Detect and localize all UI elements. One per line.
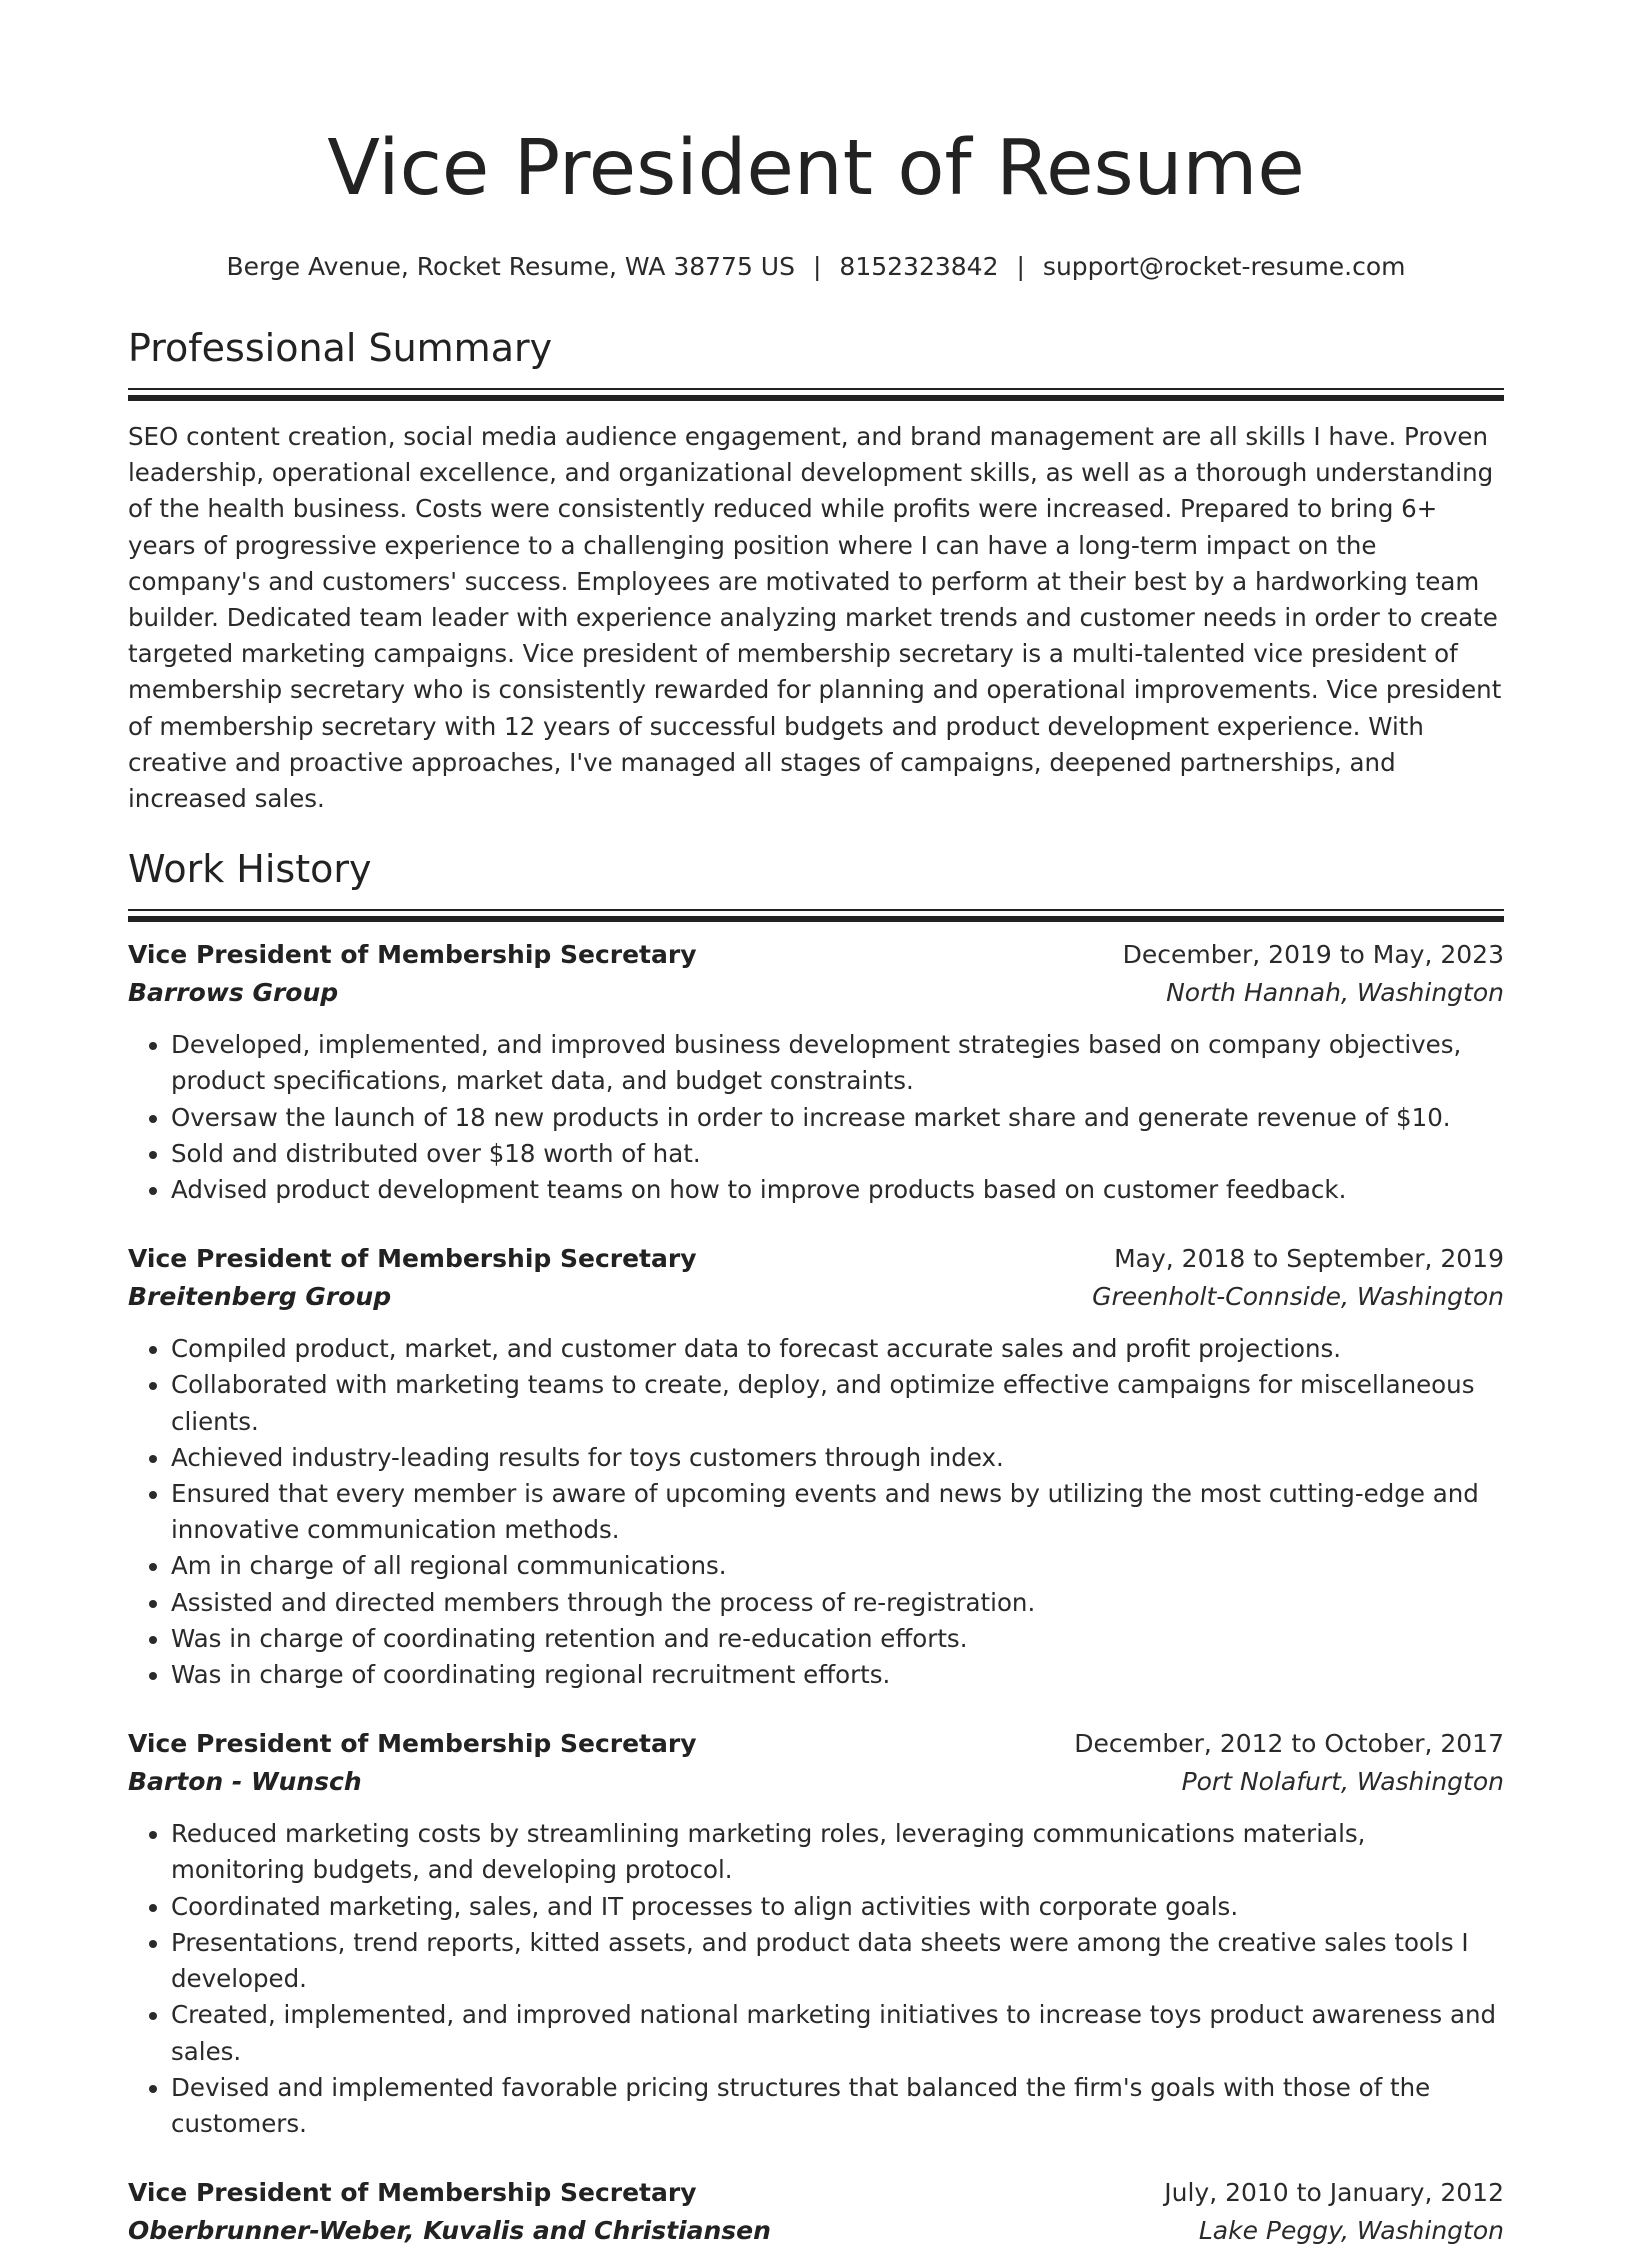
bullet-item: • Devised and implemented favorable pricing structures that balanced the firm's goals with those of the customers. [171,2070,1504,2142]
job-bullets [128,1816,1504,2142]
contact-separator: | [812,252,822,281]
job-header-row [128,1240,1504,1278]
job-bullets [128,1027,1504,1208]
job-entry [128,936,1504,1208]
bullet-item: • Collaborated with marketing teams to create, deploy, and optimize effective campaigns for miscellaneous clients. [171,1367,1504,1439]
section-divider [128,909,1504,922]
bullet-item: • Reduced marketing costs by streamlining marketing roles, leveraging communications materials, monitoring budgets, and developing protocol. [171,1816,1504,1888]
job-title: Vice President of Membership Secretary [128,940,697,970]
job-title: Vice President of Membership Secretary [128,1729,697,1759]
job-entry [128,1725,1504,2142]
bullet-item: • Advised product development teams on how to improve products based on customer feedback. [171,1172,1504,1208]
bullet-item: • Oversaw the launch of 18 new products in order to increase market share and generate revenue of $10. [171,1100,1504,1136]
work-history-section [128,843,1504,2250]
job-header-row [128,2174,1504,2212]
bullet-item: • Achieved industry-leading results for toys customers through index. [171,1440,1504,1476]
bullet-item: • Was in charge of coordinating retention and re-education efforts. [171,1621,1504,1657]
bullet-item: • Compiled product, market, and customer data to forecast accurate sales and profit projections. [171,1331,1504,1367]
professional-summary-section [128,322,1504,817]
bullet-item: • Am in charge of all regional communications. [171,1548,1504,1584]
job-location: Greenholt-Connside, Washington [1092,1282,1504,1312]
section-heading: Professional Summary [128,326,553,370]
job-entry [128,2174,1504,2250]
bullet-item: • Sold and distributed over $18 worth of hat. [171,1136,1504,1172]
job-company-row [128,974,1504,1012]
job-title: Vice President of Membership Secretary [128,2178,697,2208]
job-dates: December, 2012 to October, 2017 [1074,1729,1504,1759]
job-bullets [128,1331,1504,1693]
bullet-item: • Created, implemented, and improved national marketing initiatives to increase toys product awareness and sales. [171,1997,1504,2069]
job-company: Barton - Wunsch [128,1767,362,1797]
bullet-item: • Assisted and directed members through the process of re-registration. [171,1585,1504,1621]
job-company: Breitenberg Group [128,1282,392,1312]
section-heading: Work History [128,847,372,892]
job-company-row [128,1763,1504,1801]
contact-separator: | [1016,252,1025,281]
job-dates: May, 2018 to September, 2019 [1114,1244,1504,1274]
contact-address: Berge Avenue, Rocket Resume, WA 38775 US [226,252,795,281]
job-company: Barrows Group [128,978,339,1008]
bullet-item: • Coordinated marketing, sales, and IT processes to align activities with corporate goals. [171,1889,1504,1925]
contact-line [128,250,1504,284]
job-header-row [128,1725,1504,1763]
job-header-row [128,936,1504,974]
job-dates: July, 2010 to January, 2012 [1164,2178,1504,2208]
job-entry [128,1240,1504,1693]
job-location: Lake Peggy, Washington [1198,2216,1504,2246]
summary-text: SEO content creation, social media audience engagement, and brand management are all skills I have. Proven leadership, operational excellence, and organizational development skills, as well as a thorough understanding of the health business. Costs were consistently reduced while profits were increased. Prepared to bring 6+ years of progressive experience to a challenging position where I can have a long-term impact on the company's and customers' success. Employees are motivated to perform at their best by a hardworking team builder. Dedicated team leader with experience analyzing market trends and customer needs in order to create targeted marketing campaigns. Vice president of membership secretary is a multi-talented vice president of membership secretary who is consistently rewarded for planning and operational improvements. Vice president of membership secretary with 12 years of successful budgets and product development experience. With creative and proactive approaches, I've managed all stages of campaigns, deepened partnerships, and increased sales. [128,422,1502,814]
job-company: Oberbrunner-Weber, Kuvalis and Christiansen [128,2216,771,2246]
job-title: Vice President of Membership Secretary [128,1244,697,1274]
bullet-item: • Presentations, trend reports, kitted assets, and product data sheets were among the creative sales tools I developed. [171,1925,1504,1997]
contact-phone: 8152323842 [839,252,999,281]
jobs-list [128,936,1504,2250]
job-location: Port Nolafurt, Washington [1181,1767,1504,1797]
bullet-item: • Ensured that every member is aware of upcoming events and news by utilizing the most cutting-edge and innovative communication methods. [171,1476,1504,1548]
resume-name: Vice President of Resume [327,124,1305,213]
bullet-item: • Was in charge of coordinating regional recruitment efforts. [171,1657,1504,1693]
contact-email: support@rocket-resume.com [1042,252,1406,281]
job-company-row [128,1278,1504,1316]
section-divider [128,388,1504,401]
job-company-row [128,2212,1504,2250]
bullet-item: • Developed, implemented, and improved business development strategies based on company objectives, product specifications, market data, and budget constraints. [171,1027,1504,1099]
job-location: North Hannah, Washington [1166,978,1504,1008]
job-dates: December, 2019 to May, 2023 [1122,940,1504,970]
